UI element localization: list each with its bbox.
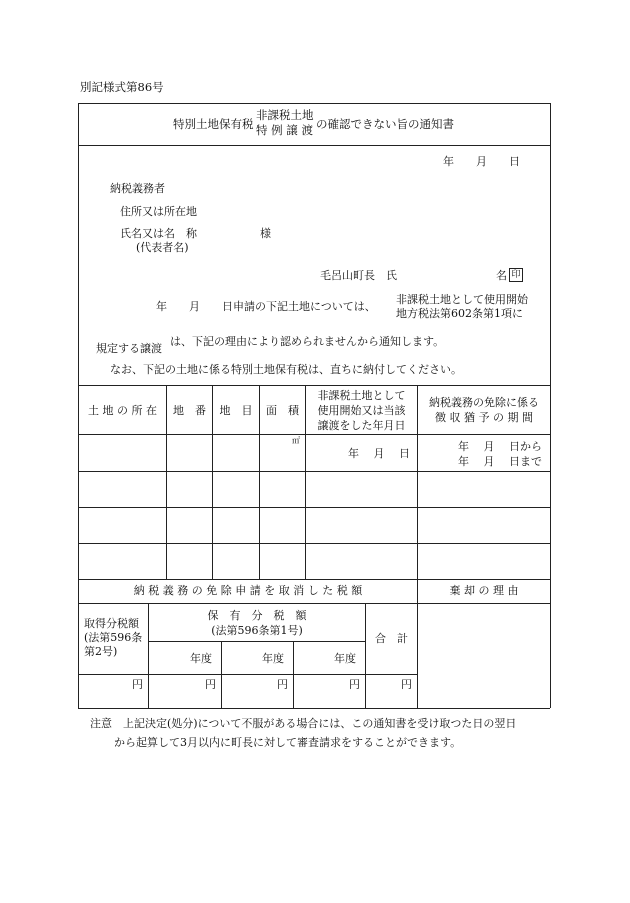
acquisition-tax-label-1: 取得分税額 (84, 617, 139, 630)
col-land-category: 地 目 (219, 404, 253, 417)
col-start-date-3: 譲渡をした年月日 (317, 419, 406, 432)
start-date-value: 年 月 日 (348, 447, 410, 460)
title-prefix: 特別土地保有税 (173, 117, 254, 131)
taxpayer-heading: 納税義務者 (110, 182, 165, 195)
acquisition-tax-label-2: (法第596条 (84, 631, 143, 644)
fiscal-year-2: 年度 (262, 652, 284, 665)
yen-total: 円 (401, 678, 412, 691)
title-stack-bottom: 特 例 譲 渡 (256, 123, 313, 137)
col-deferral-2: 徴 収 猶 予 の 期 間 (435, 411, 533, 424)
yen-year-2: 円 (277, 678, 288, 691)
col-start-date-2: 使用開始又は当該 (317, 404, 406, 417)
title-suffix: の確認できない旨の通知書 (316, 117, 454, 131)
appeal-notice-line1: 注意 上記決定(処分)について不服がある場合には、この通知書を受け取つた日の翌日 (90, 717, 517, 730)
body-line2-left: 規定する譲渡 (96, 342, 162, 355)
issuer-title: 毛呂山町長 氏 (320, 269, 397, 282)
col-start-date-1: 非課税土地として (317, 389, 406, 402)
col-lot-number: 地 番 (173, 404, 206, 417)
body-line3: なお、下記の土地に係る特別土地保有税は、直ちに納付してください。 (110, 363, 462, 376)
yen-acquisition: 円 (132, 678, 143, 691)
fiscal-year-3: 年度 (334, 652, 356, 665)
seal-stamp-icon: 印 (509, 268, 523, 282)
acquisition-tax-label-3: 第2号) (84, 645, 118, 658)
yen-year-1: 円 (205, 678, 216, 691)
deferral-to: 年 月 日まで (458, 455, 542, 468)
form-number: 別記様式第86号 (80, 80, 164, 94)
revoked-tax-header: 納 税 義 務 の 免 除 申 請 を 取 消 し た 税 額 (133, 584, 363, 597)
col-area: 面 積 (266, 404, 299, 417)
area-unit: ㎡ (292, 436, 300, 445)
deferral-from: 年 月 日から (458, 440, 542, 453)
address-label: 住所又は所在地 (120, 205, 197, 218)
body-line1-right-top: 非課税土地として使用開始 (396, 293, 528, 306)
holding-tax-label-1: 保 有 分 税 額 (207, 609, 307, 622)
fiscal-year-1: 年度 (190, 652, 212, 665)
rejection-reason-header: 棄 却 の 理 由 (449, 584, 519, 597)
issue-date: 年 月 日 (443, 155, 520, 168)
issuer-name-suffix: 名 (496, 269, 507, 282)
body-line1-right-bottom: 地方税法第602条第1項に (396, 307, 523, 320)
title-stack-top: 非課税土地 (256, 108, 314, 122)
total-label: 合 計 (375, 632, 408, 645)
name-label: 氏名又は名 称 (120, 227, 197, 240)
honorific-sama: 様 (260, 227, 271, 240)
col-deferral-1: 納税義務の免除に係る (429, 396, 539, 409)
col-location: 土 地 の 所 在 (88, 404, 157, 417)
body-line1-left: 年 月 日申請の下記土地については、 (156, 300, 376, 313)
appeal-notice-line2: から起算して3月以内に町長に対して審査請求をすることができます。 (114, 736, 462, 749)
yen-year-3: 円 (349, 678, 360, 691)
representative-label: (代表者名) (136, 241, 189, 254)
body-line2-right: は、下記の理由により認められませんから通知します。 (170, 335, 445, 348)
holding-tax-label-2: (法第596条第1号) (211, 624, 303, 637)
